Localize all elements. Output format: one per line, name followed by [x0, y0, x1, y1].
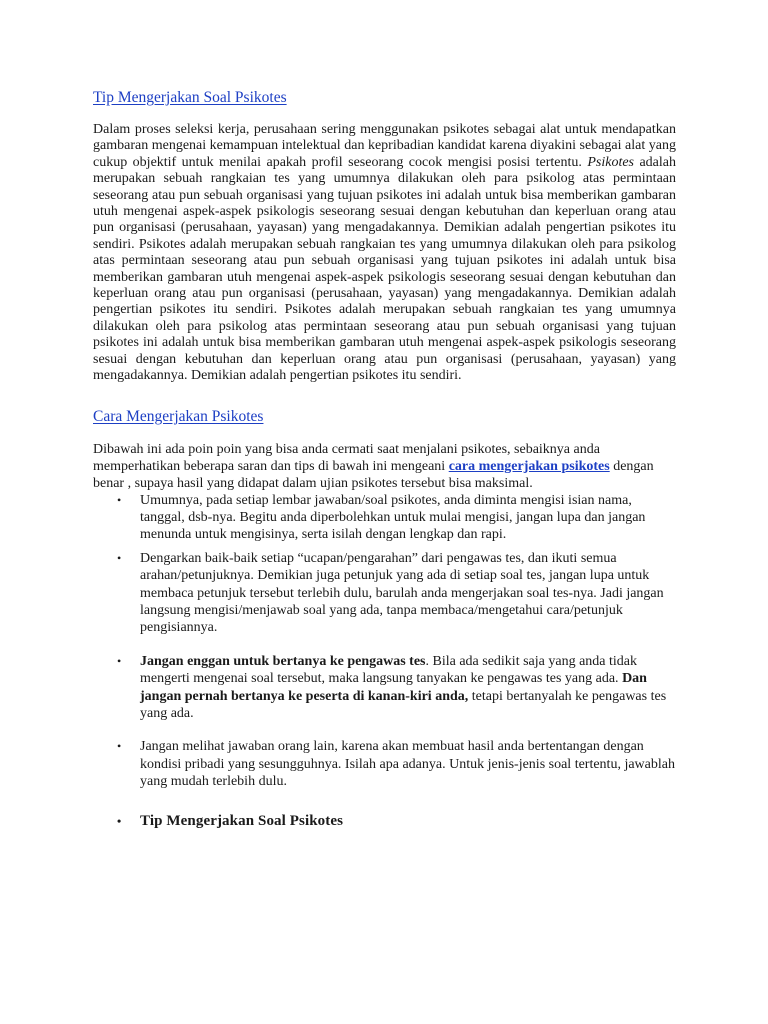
- list-item-text: Tip Mengerjakan Soal Psikotes: [140, 812, 344, 829]
- bullet-dot: •: [117, 492, 122, 507]
- list-item-text: tetapi bertanyalah ke pengawas tes yang ada.: [140, 688, 667, 721]
- intro-text-b: adalah merupakan sebuah rangkaian tes yang umumnya dilakukan oleh para psikolog atas permintaan seseorang atau pun sebuah organisasi yang tujuan psikotes ini adalah untuk bisa memberikan gambaran utuh mengenai aspek-aspek psikologis seseorang sesuai dengan kebutuhan dan keperluan orang atau pun organisasi (perusahaan, yayasan) yang mengadakannya. Demikian adalah pengertian psikotes itu sendiri. Psikotes adalah merupakan sebuah rangkaian tes yang umumnya dilakukan oleh para psikolog atas permintaan seseorang atau pun sebuah organisasi yang tujuan psikotes ini adalah untuk bisa memberikan gambaran utuh mengenai aspek-aspek psikologis seseorang sesuai dengan kebutuhan dan keperluan orang atau pun organisasi (perusahaan, yayasan) yang mengadakannya. Demikian adalah pengertian psikotes itu sendiri. Psikotes adalah merupakan sebuah rangkaian tes yang umumnya dilakukan oleh para psikolog atas permintaan seseorang atau pun sebuah organisasi yang tujuan psikotes ini adalah untuk bisa memberikan gambaran utuh mengenai aspek-aspek psikologis seseorang sesuai dengan kebutuhan dan keperluan orang atau pun organisasi (perusahaan, yayasan) yang mengadakannya. Demikian adalah pengertian psikotes itu sendiri.: [93, 154, 676, 384]
- tips-intro-a: Dibawah ini ada poin poin yang bisa anda cermati saat menjalani psikotes, sebaiknya anda memperhatikan beberapa saran dan tips di bawah ini mengeani: [93, 441, 600, 474]
- list-item-text: Umumnya, pada setiap lembar jawaban/soal psikotes, anda diminta mengisi isian nama, tanggal, dsb-nya. Begitu anda diperbolehkan untuk mulai mengisi, jangan lupa dan jangan menunda untuk mengisinya, serta isilah dengan lengkap dan rapi.: [140, 492, 646, 543]
- bullet-dot: •: [117, 739, 122, 754]
- intro-italic: Psikotes: [587, 154, 634, 170]
- list-item: [117, 492, 676, 544]
- bullet-dot: •: [117, 653, 122, 668]
- list-item-text: Jangan melihat jawaban orang lain, karena akan membuat hasil anda bertentangan dengan kondisi pribadi yang sesungguhnya. Isilah apa adanya. Untuk jenis-jenis soal tertentu, jawablah yang mudah terlebih dulu.: [140, 739, 675, 790]
- tips-intro-paragraph: [93, 441, 676, 492]
- list-item-bold: Dan jangan pernah bertanya ke peserta di kanan-kiri anda,: [140, 671, 647, 704]
- heading-cara-mengerjakan[interactable]: Cara Mengerjakan Psikotes: [93, 407, 264, 425]
- tips-list: [93, 492, 676, 831]
- intro-paragraph: [93, 122, 676, 385]
- heading-tip-mengerjakan[interactable]: Tip Mengerjakan Soal Psikotes: [93, 89, 287, 106]
- list-item: [117, 738, 676, 790]
- tips-intro-b: dengan benar , supaya hasil yang didapat dalam ujian psikotes tersebut bisa maksimal.: [93, 458, 654, 491]
- bullet-dot: •: [117, 550, 122, 565]
- list-item-bold: Jangan enggan untuk bertanya ke pengawas tes: [140, 653, 426, 669]
- list-item-text: Dengarkan baik-baik setiap “ucapan/pengarahan” dari pengawas tes, dan ikuti semua arahan/petunjuknya. Demikian juga petunjuk yang ada di setiap soal tes, jangan lupa untuk membaca petunjuk tersebut terlebih dulu, barulah anda mengerjakan soal tes-nya. Jadi jangan langsung mengisi/menjawab soal yang ada, tanpa membaca/mengetahui cara/petunjuk pengisiannya.: [140, 550, 664, 636]
- intro-text-a: Dalam proses seleksi kerja, perusahaan sering menggunakan psikotes sebagai alat untuk mendapatkan gambaran mengenai kemampuan intelektual dan kepribadian kandidat karena diyakini sebagai alat yang cukup objektif untuk menilai apakah profil seseorang cocok mengisi posisi tertentu.: [93, 122, 676, 170]
- list-item-text: . Bila ada sedikit saja yang anda tidak mengerti mengenai soal tersebut, maka langsung tanyakan ke pengawas tes yang ada.: [140, 653, 637, 687]
- list-item-heading: [117, 812, 676, 830]
- list-item: [117, 550, 676, 637]
- bullet-dot: •: [117, 813, 122, 828]
- cara-mengerjakan-link[interactable]: cara mengerjakan psikotes: [448, 458, 610, 474]
- list-item: [117, 653, 676, 723]
